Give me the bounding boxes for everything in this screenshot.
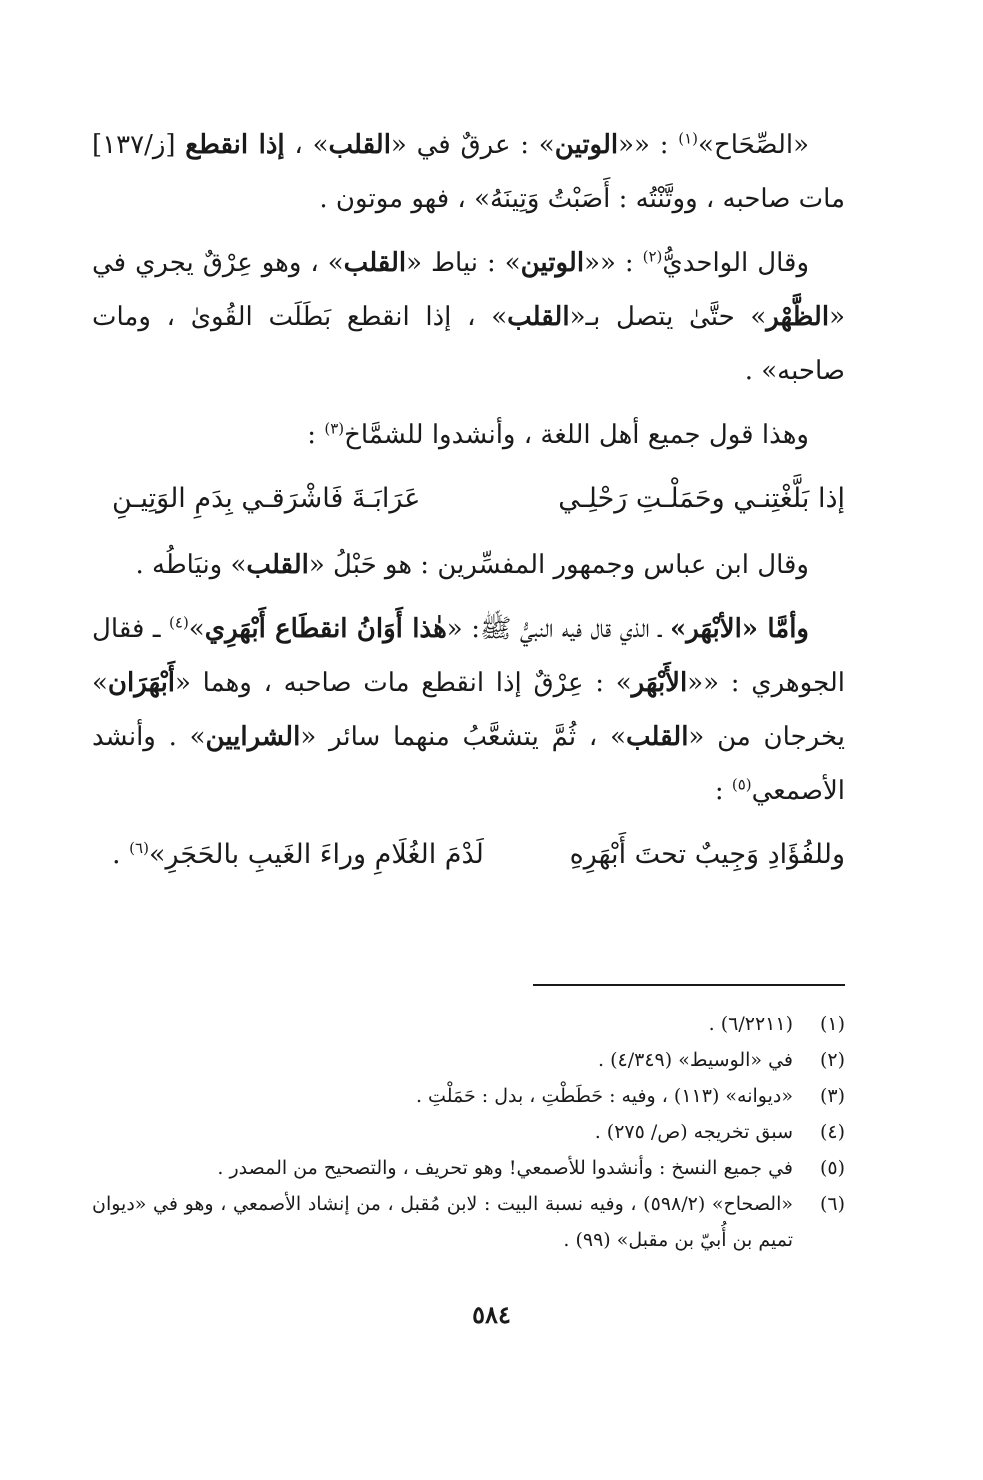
- footnote-text: (٦/٢٢١١) .: [708, 1013, 793, 1035]
- text-run: «الصِّحَاح»: [698, 130, 810, 160]
- footnote-ref: (١): [678, 129, 699, 148]
- footnote-number: (١): [819, 1013, 845, 1035]
- footnote-number: (٦): [819, 1193, 845, 1215]
- text-run: » ،: [284, 130, 329, 160]
- page-number: ٥٨٤: [472, 1300, 511, 1329]
- footnote-ref: (٣): [324, 419, 345, 438]
- footnote: [92, 1186, 845, 1258]
- footnote: [92, 1078, 845, 1114]
- verse-shammakh: [92, 472, 845, 526]
- bold-term: أَبْهَرَان: [107, 668, 176, 698]
- paragraph: [92, 408, 845, 462]
- footnote-ref: (٤): [169, 613, 189, 632]
- verse-1-second-hemistich: عَرَابَـةَ فَاشْرَقـي بِدَمِ الوَتِيـنِ: [112, 483, 421, 514]
- bold-term: الوتين: [520, 248, 585, 278]
- footnote-text: في جميع النسخ : وأنشدوا للأصمعي! وهو تحريف ، والتصحيح من المصدر .: [217, 1157, 793, 1179]
- verse-2-second-hemistich: لَدْمَ الغُلَامِ وراءَ الغَيبِ بالحَجَرِ»: [148, 839, 484, 870]
- footnote-ref: (٢): [642, 247, 663, 266]
- text-run: » حتَّىٰ يتصل بـ«: [569, 302, 767, 332]
- bold-term: القلب: [343, 248, 407, 278]
- footnote-text: في «الوسيط» (٤/٣٤٩) .: [598, 1049, 793, 1071]
- paragraph: [92, 236, 845, 398]
- text-run: :: [307, 420, 325, 450]
- text-run: ـ الذي قال فيه النبيُّ ﷺ: «: [446, 614, 670, 644]
- bold-term: القلب: [328, 130, 391, 160]
- text-run: :: [714, 776, 732, 806]
- main-text: [92, 118, 845, 894]
- paragraph: [92, 538, 845, 592]
- text-run: » : عرقٌ في «: [390, 130, 555, 160]
- text-run: » ، إذا انقطع بَطَلَت القُوىٰ ، ومات صاحبه» .: [92, 302, 845, 386]
- text-run: وهذا قول جميع أهل اللغة ، وأنشدوا للشمَّاخ: [344, 420, 809, 450]
- bold-term: الظَّهْر: [766, 302, 830, 332]
- footnote-number: (٥): [819, 1157, 845, 1179]
- verse-asmai: [92, 828, 845, 882]
- verse-2-end: .: [112, 839, 130, 870]
- text-run: » : عِرْقٌ إذا انقطع مات صاحبه ، وهما «: [175, 668, 632, 698]
- footnote-text: «ديوانه» (١١٣) ، وفيه : حَطَطْتِ ، بدل : حَمَلْتِ .: [415, 1085, 793, 1107]
- text-run: » : نياط «: [406, 248, 521, 278]
- bold-term: هٰذا أَوَانُ انقطَاع أَبْهَرِي: [204, 614, 447, 644]
- footnote-ref: (٦): [129, 839, 149, 857]
- paragraph-group-1: [92, 118, 845, 462]
- footnote-ref: (٥): [731, 775, 752, 794]
- text-run: » ونيَاطُه .: [135, 550, 247, 580]
- footnote-number: (٢): [819, 1049, 845, 1071]
- bold-term: القلب: [625, 722, 689, 752]
- text-run: » ، وهو عِرْقٌ يجري في «: [92, 248, 845, 332]
- bold-term: الوتين: [554, 130, 619, 160]
- text-run: [ز/١٣٧] مات صاحبه ، ووتَّنْتُه : أَصَبْتُ وَتِينَهُ» ، فهو موتون .: [92, 130, 845, 214]
- footnote-text: «الصحاح» (٥٩٨/٢) ، وفيه نسبة البيت : لابن مُقبل ، من إنشاد الأصمعي ، وهو في «ديوان تميم بن أُبيّ بن مقبل» (٩٩) .: [92, 1193, 793, 1251]
- footnote-number: (٣): [819, 1085, 845, 1107]
- paragraph: [92, 118, 845, 226]
- text-run: »: [188, 614, 205, 644]
- bold-term: وأمَّا «الأبْهَر»: [669, 614, 809, 644]
- paragraph: [92, 602, 845, 818]
- footnote: [92, 1114, 845, 1150]
- footnote: [92, 1150, 845, 1186]
- footnote-separator: [533, 984, 845, 986]
- text-run: ـ فقال الجوهري : ««: [92, 614, 845, 698]
- bold-term: الشرايين: [205, 722, 301, 752]
- footnote-number: (٤): [819, 1121, 845, 1143]
- bold-term: القلب: [507, 302, 570, 332]
- text-run: وقال الواحديُّ: [662, 248, 810, 278]
- text-run: » ، ثُمَّ يتشعَّبُ منهما سائر «: [300, 722, 626, 752]
- verse-2-second-hemistich-wrap: [112, 828, 484, 882]
- text-run: : ««: [584, 248, 643, 278]
- bold-term: القلب: [246, 550, 309, 580]
- text-run: وقال ابن عباس وجمهور المفسِّرين : هو حَبْلُ «: [308, 550, 809, 580]
- footnote-text: سبق تخريجه (ص/ ٢٧٥) .: [594, 1121, 793, 1143]
- verse-2-first-hemistich: وللفُؤَادِ وَجِيبٌ تحتَ أَبْهَرِهِ: [569, 839, 845, 870]
- footnote: [92, 1042, 845, 1078]
- paragraph-group-2: [92, 538, 845, 818]
- bold-term: إذا انقطع: [185, 130, 285, 160]
- text-run: : ««: [618, 130, 679, 160]
- bold-term: الأَبْهَر: [631, 668, 688, 698]
- text-run: » يخرجان من «: [92, 668, 846, 752]
- text-run: » . وأنشد الأصمعي: [92, 722, 845, 806]
- footnote: [92, 1006, 845, 1042]
- footnotes: [92, 1006, 845, 1258]
- verse-1-first-hemistich: إذا بَلَّغْتِنـي وحَمَلْـتِ رَحْلِـي: [558, 483, 845, 514]
